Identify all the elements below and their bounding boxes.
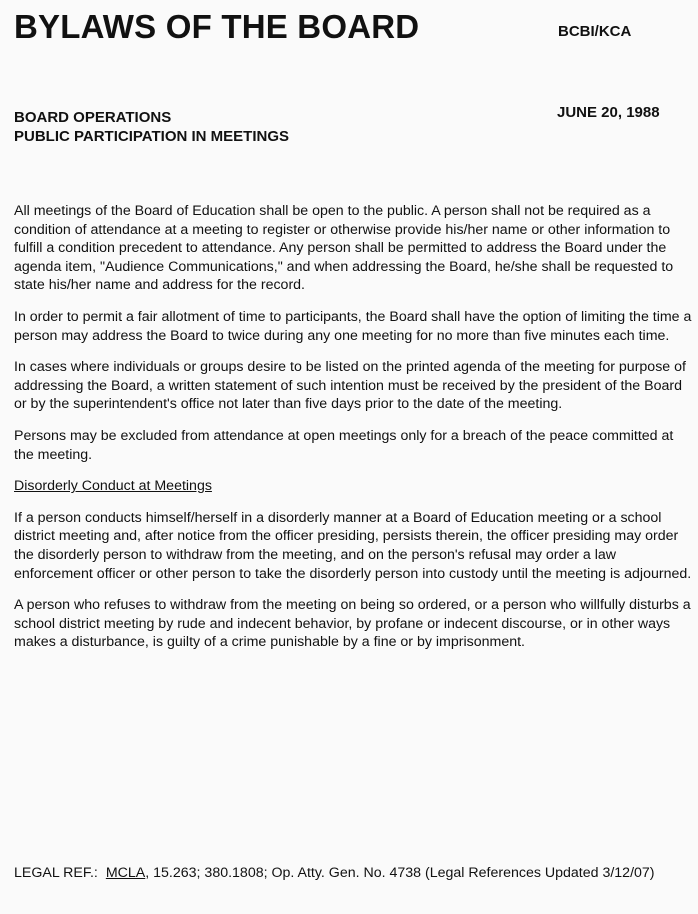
- section-heading-block: [14, 108, 289, 146]
- paragraph-agenda-request: In cases where individuals or groups desire to be listed on the printed agenda of the meeting for purpose of addressing the Board, a written statement of such intention must be received by the president of the Board or by the superintendent's office not later than five days prior to the date of the meeting.: [14, 359, 686, 413]
- paragraph-exclusion: Persons may be excluded from attendance at open meetings only for a breach of the peace committed at the meeting.: [14, 427, 674, 463]
- legal-ref-label: LEGAL REF.:: [14, 865, 98, 881]
- policy-body: [14, 202, 694, 665]
- paragraph-open-meetings: All meetings of the Board of Education shall be open to the public. A person shall not be required as a condition of attendance at a meeting to register or otherwise provide his/her name or other information to fulfill a condition precedent to attendance. Any person shall be permitted to address the Board under the agenda item, "Audience Communications," and when addressing the Board, he/she shall be requested to state his/her name and address for the record.: [14, 203, 674, 294]
- paragraph-penalty: A person who refuses to withdraw from the meeting on being so ordered, or a person who willfully disturbs a school district meeting by rude and indecent behavior, by profane or indecent discourse, or in other ways makes a disturbance, is guilty of a crime punishable by a fine or by imprisonment.: [14, 597, 691, 651]
- legal-reference: [14, 864, 694, 883]
- section-title: BOARD OPERATIONS: [14, 109, 172, 126]
- policy-code: BCBI/KCA: [558, 23, 632, 40]
- subheading-disorderly-conduct: Disorderly Conduct at Meetings: [14, 478, 212, 495]
- legal-ref-source: MCLA: [105, 865, 146, 881]
- paragraph-disorderly-removal: If a person conducts himself/herself in a disorderly manner at a Board of Education meeting or a school district meeting and, after notice from the officer presiding, persists therein, the officer presiding may order the disorderly person to withdraw from the meeting, and on the person's refusal may order a law enforcement officer or other person to take the disorderly person into custody until the meeting is adjourned.: [14, 509, 692, 582]
- policy-date: JUNE 20, 1988: [557, 104, 660, 121]
- paragraph-time-limit: In order to permit a fair allotment of time to participants, the Board shall have the option of limiting the time a person may address the Board to twice during any one meeting for no more than five minutes each time.: [14, 308, 692, 344]
- subsection-title: PUBLIC PARTICIPATION IN MEETINGS: [14, 128, 290, 145]
- document-title: BYLAWS OF THE BOARD: [14, 8, 420, 45]
- legal-ref-citations: , 15.263; 380.1808; Op. Atty. Gen. No. 4738 (Legal References Updated 3/12/07): [145, 865, 655, 881]
